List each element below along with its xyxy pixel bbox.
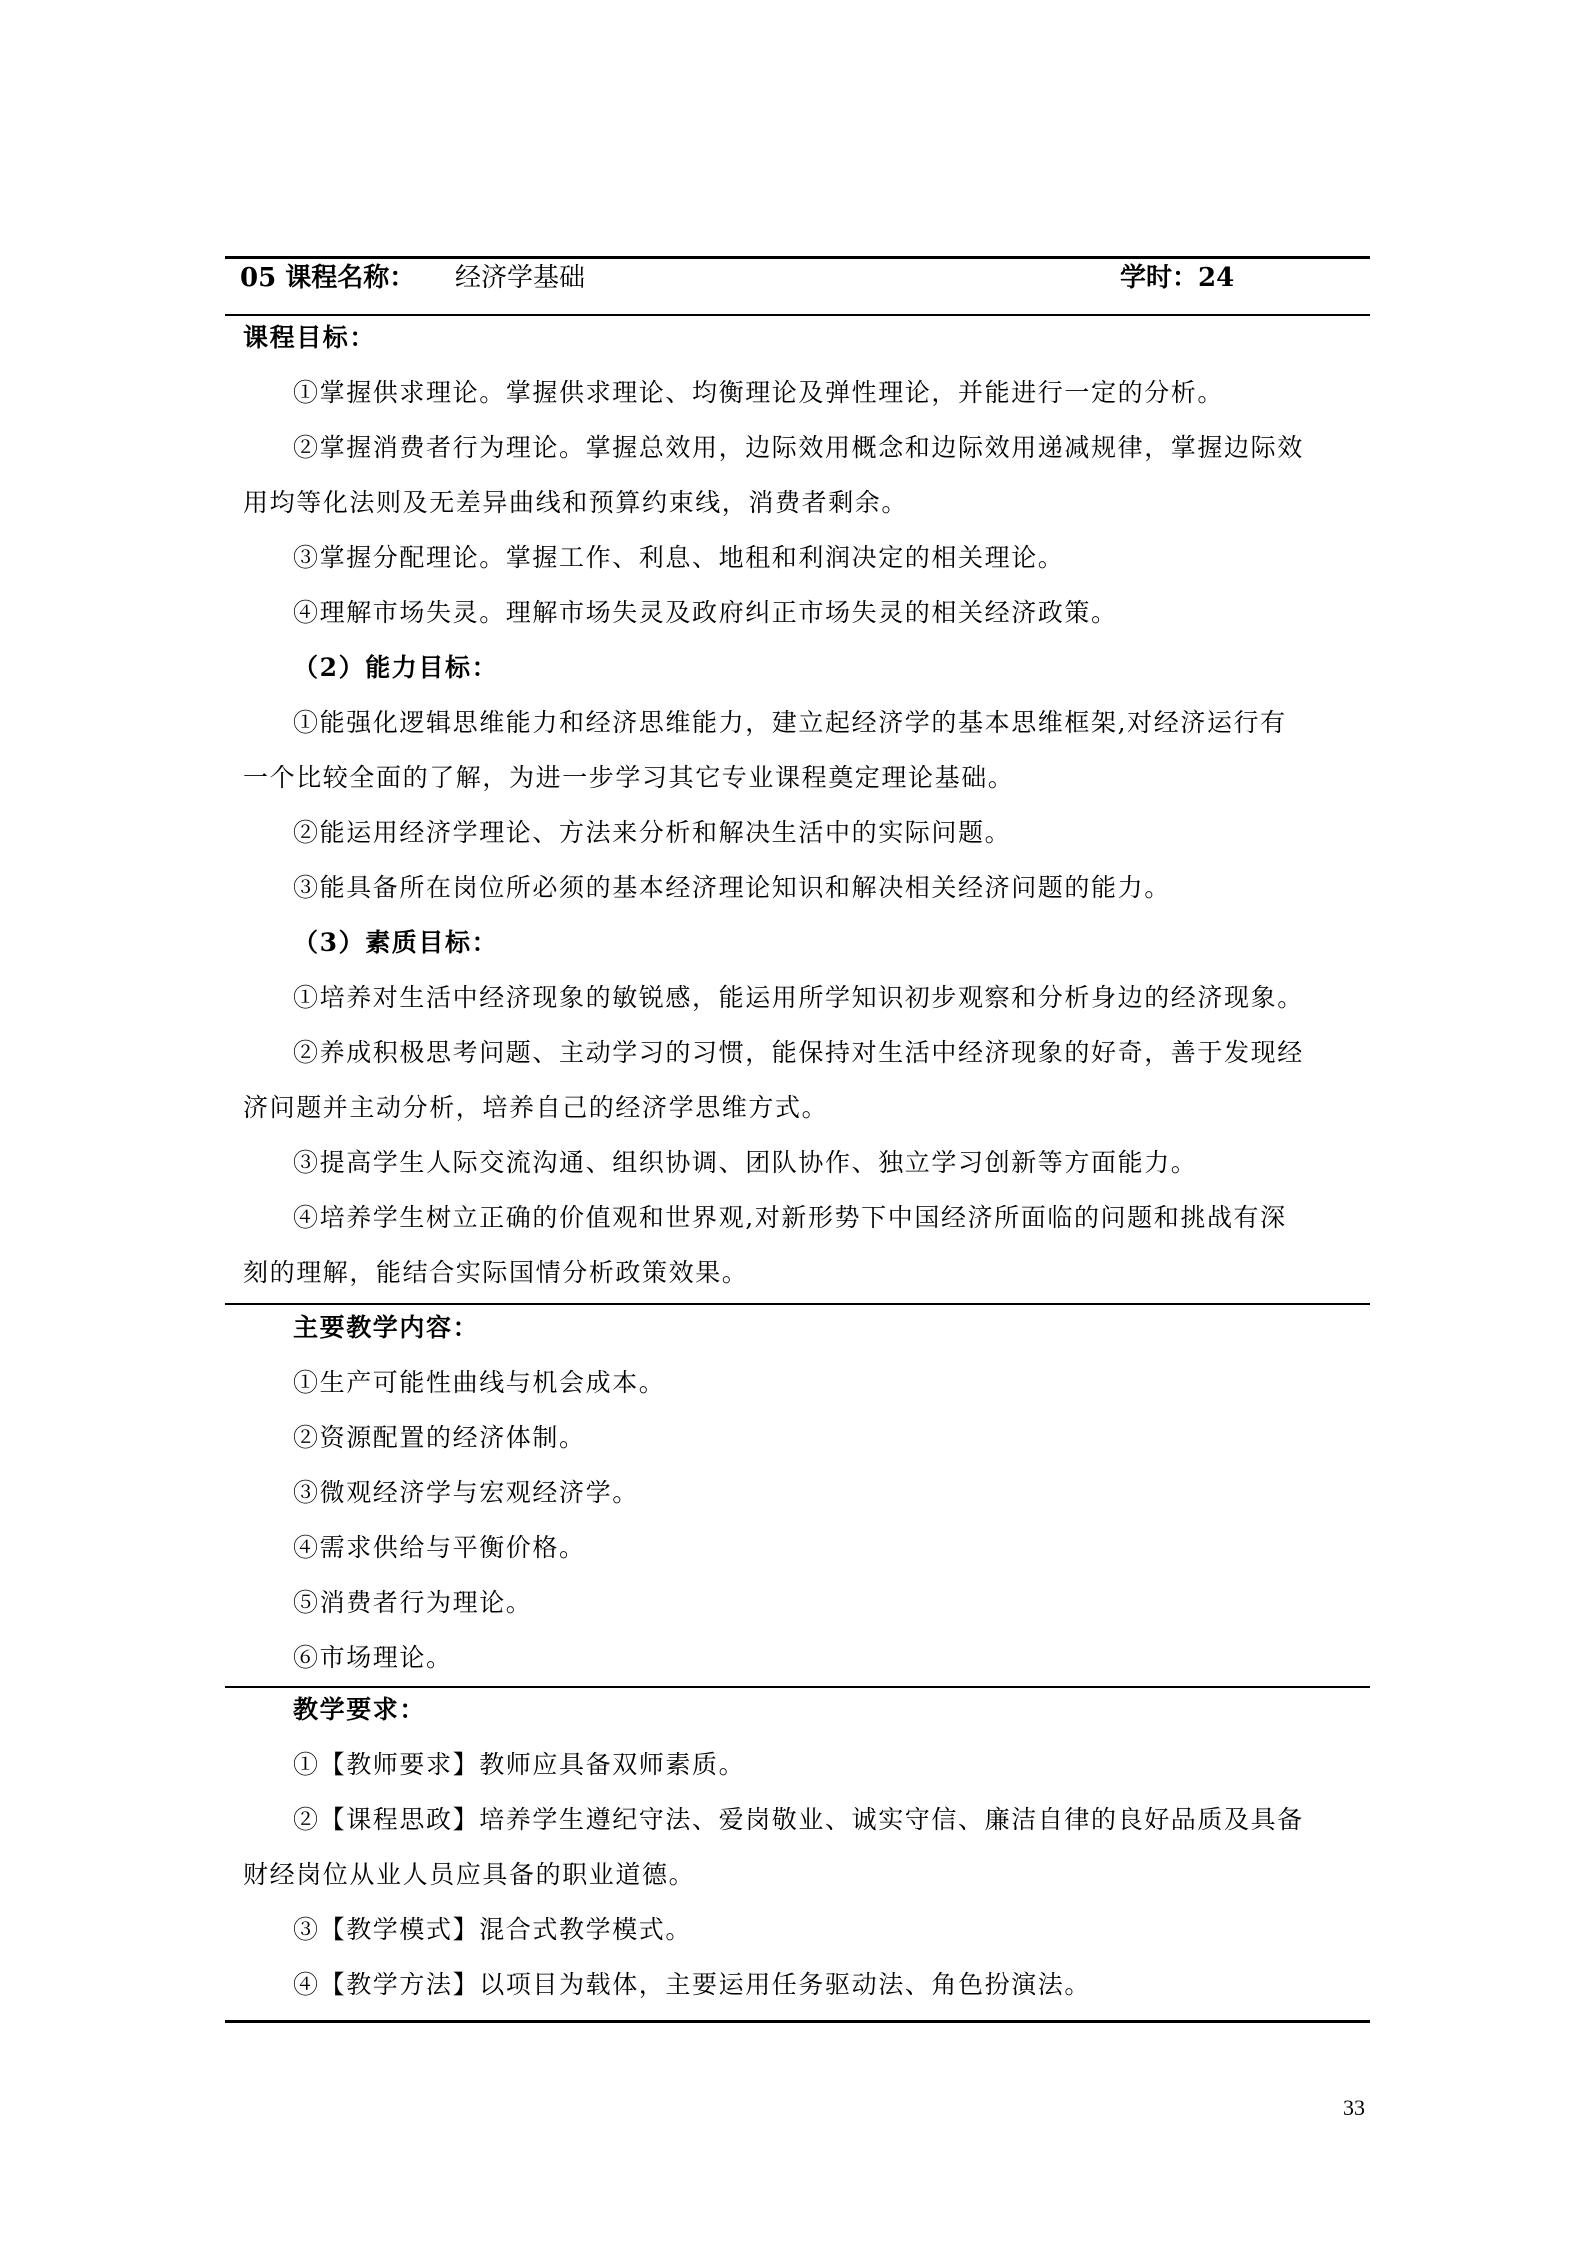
ability-line: ③能具备所在岗位所必须的基本经济理论知识和解决相关经济问题的能力。 [293,873,1171,902]
requirement-line: ④【教学方法】以项目为载体，主要运用任务驱动法、角色扮演法。 [293,1970,1092,1999]
ability-line: 一个比较全面的了解，为进一步学习其它专业课程奠定理论基础。 [243,763,1015,792]
content-line: ③微观经济学与宏观经济学。 [293,1478,639,1507]
page-number: 33 [1343,2095,1365,2120]
requirement-line: ③【教学模式】混合式教学模式。 [293,1915,693,1944]
ability-line: ②能运用经济学理论、方法来分析和解决生活中的实际问题。 [293,818,1012,847]
content-line: ⑤消费者行为理论。 [293,1588,533,1617]
requirement-line: ②【课程思政】培养学生遵纪守法、爱岗敬业、诚实守信、廉洁自律的良好品质及具备 [293,1805,1304,1834]
quality-heading: （3）素质目标： [293,928,499,957]
quality-line: 刻的理解，能结合实际国情分析政策效果。 [243,1258,749,1287]
objective-line: ②掌握消费者行为理论。掌握总效用，边际效用概念和边际效用递减规律，掌握边际效 [293,433,1304,462]
quality-line: ③提高学生人际交流沟通、组织协调、团队协作、独立学习创新等方面能力。 [293,1148,1198,1177]
content-line: ④需求供给与平衡价格。 [293,1533,586,1562]
requirements-heading: 教学要求： [293,1695,427,1724]
ability-heading: （2）能力目标： [293,653,499,682]
content-heading: 主要教学内容： [293,1313,480,1342]
quality-line: ①培养对生活中经济现象的敏锐感，能运用所学知识初步观察和分析身边的经济现象。 [293,983,1304,1012]
content-line: ①生产可能性曲线与机会成本。 [293,1368,666,1397]
objective-line: ③掌握分配理论。掌握工作、利息、地租和利润决定的相关理论。 [293,543,1065,572]
header-divider [225,314,1370,316]
section-divider-requirements [225,1686,1370,1688]
content-line: ②资源配置的经济体制。 [293,1423,586,1452]
quality-line: 济问题并主动分析，培养自己的经济学思维方式。 [243,1093,829,1122]
quality-line: ②养成积极思考问题、主动学习的习惯，能保持对生活中经济现象的好奇，善于发现经 [293,1038,1304,1067]
content-line: ⑥市场理论。 [293,1643,453,1672]
objective-line: ④理解市场失灵。理解市场失灵及政府纠正市场失灵的相关经济政策。 [293,598,1118,627]
section-divider-content [225,1303,1370,1305]
course-name: 经济学基础 [455,263,586,293]
table-bottom-rule [225,2020,1370,2023]
course-header-row [240,258,1360,298]
objectives-heading: 课程目标： [243,323,377,352]
ability-line: ①能强化逻辑思维能力和经济思维能力，建立起经济学的基本思维框架,对经济运行有 [293,708,1287,737]
requirement-line: 财经岗位从业人员应具备的职业道德。 [243,1860,696,1889]
requirement-line: ①【教师要求】教师应具备双师素质。 [293,1750,746,1779]
course-label: 05 课程名称： [240,263,416,293]
objective-line: ①掌握供求理论。掌握供求理论、均衡理论及弹性理论，并能进行一定的分析。 [293,378,1225,407]
course-hours: 学时：24 [1120,263,1235,293]
quality-line: ④培养学生树立正确的价值观和世界观,对新形势下中国经济所面临的问题和挑战有深 [293,1203,1287,1232]
objective-line: 用均等化法则及无差异曲线和预算约束线，消费者剩余。 [243,488,909,517]
